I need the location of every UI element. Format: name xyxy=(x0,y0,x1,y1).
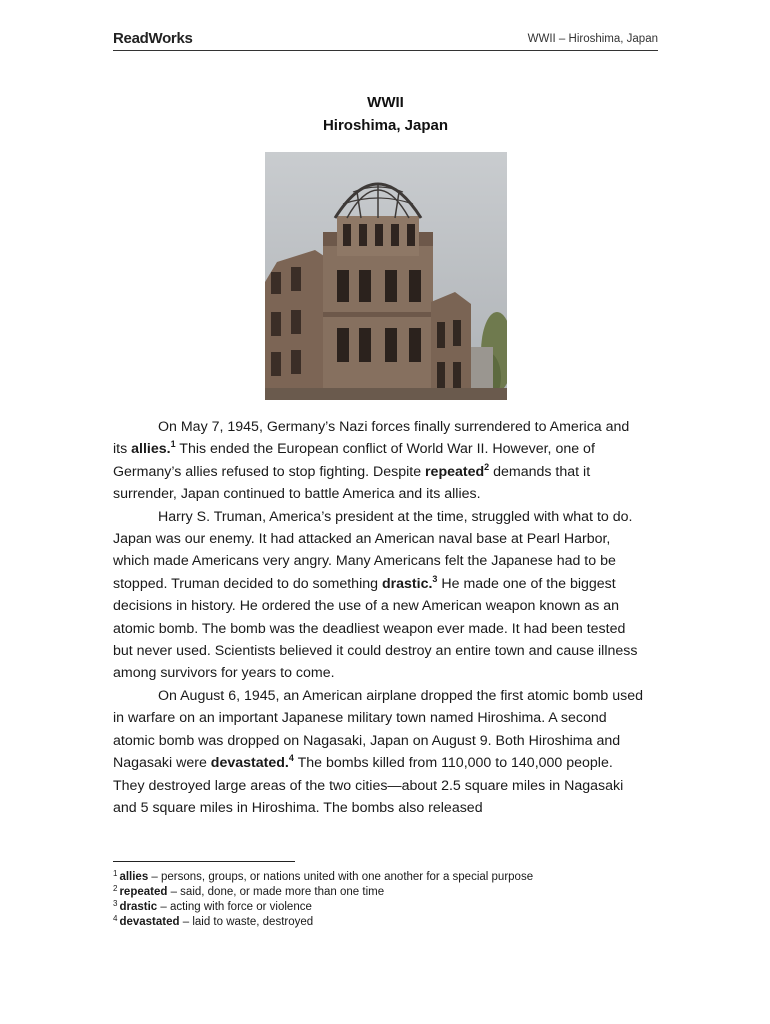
footnote-1 xyxy=(113,870,653,885)
brand-logo: ReadWorks xyxy=(113,30,193,47)
running-title: WWII – Hiroshima, Japan xyxy=(527,33,658,45)
vocab-devastated: devastated. xyxy=(210,755,289,772)
atomic-dome-illustration xyxy=(265,152,507,400)
footnote-definition: – said, done, or made more than one time xyxy=(167,886,385,898)
article-body xyxy=(113,416,645,819)
paragraph-3 xyxy=(113,685,645,819)
text-run: The bombs killed from 110,000 to 140,000 people. They destroyed large areas of the two cities—about 2.5 square miles in Nagasaki and 5 square miles in Hiroshima. The bombs also released xyxy=(113,755,624,816)
footnote-number: 3 xyxy=(113,899,118,908)
text-run: On May 7, 1945, Germany’s Nazi forces finally surrendered to America and its xyxy=(113,419,630,458)
title-line-2: Hiroshima, Japan xyxy=(322,117,449,134)
text-run: On August 6, 1945, an American airplane dropped the first atomic bomb used in warfare on an important Japanese military town named Hiroshima. A second atomic bomb was dropped on Nagasaki, Japan on August 9. Both Hiroshima and Nagasaki were xyxy=(113,687,644,772)
paragraph-2 xyxy=(113,506,645,685)
footnote-ref-3: 3 xyxy=(432,573,438,584)
text-run: This ended the European conflict of World War II. However, one of Germany’s allies refused to stop fighting. Despite xyxy=(113,441,595,480)
footnote-definition: – laid to waste, destroyed xyxy=(179,916,314,928)
footnote-term: repeated xyxy=(119,886,168,898)
footnote-3 xyxy=(113,900,653,915)
vocab-repeated: repeated xyxy=(425,463,485,480)
footnote-term: devastated xyxy=(119,916,180,928)
footnote-ref-1: 1 xyxy=(170,439,176,450)
text-run: Harry S. Truman, America’s president at the time, struggled with what to do. Japan was our enemy. It had attacked an American naval base at Pearl Harbor, which made Americans very angry. Many Americans felt the Japanese had to be stopped. Truman decided to do something xyxy=(113,508,633,592)
footnote-term: drastic xyxy=(119,901,158,913)
footnote-2 xyxy=(113,885,653,900)
vocab-drastic: drastic. xyxy=(381,575,433,592)
footnote-definition: – persons, groups, or nations united with one another for a special purpose xyxy=(148,871,534,883)
footnote-number: 4 xyxy=(113,914,118,923)
text-run: demands that it surrender, Japan continued to battle America and its allies. xyxy=(113,463,591,503)
footnote-number: 2 xyxy=(113,884,118,893)
footnote-number: 1 xyxy=(113,869,118,878)
footnote-definition: – acting with force or violence xyxy=(157,901,312,913)
title-line-1: WWII xyxy=(367,94,404,111)
footnote-ref-4: 4 xyxy=(288,753,294,764)
footnote-term: allies xyxy=(119,871,149,883)
vocab-allies: allies. xyxy=(131,441,171,458)
footnotes xyxy=(113,870,653,930)
footnote-4 xyxy=(113,915,653,930)
footnote-ref-2: 2 xyxy=(484,461,490,472)
atomic-dome-photo xyxy=(265,152,507,400)
paragraph-1 xyxy=(113,416,645,506)
footnote-divider xyxy=(113,861,295,862)
page-header xyxy=(113,30,658,51)
text-run: He made one of the biggest decisions in history. He ordered the use of a new American weapon known as an atomic bomb. The bomb was the deadliest weapon ever made. It had been tested but never used. Scientists believed it could destroy an entire town and cause illness among survivors for years to come. xyxy=(113,575,638,682)
